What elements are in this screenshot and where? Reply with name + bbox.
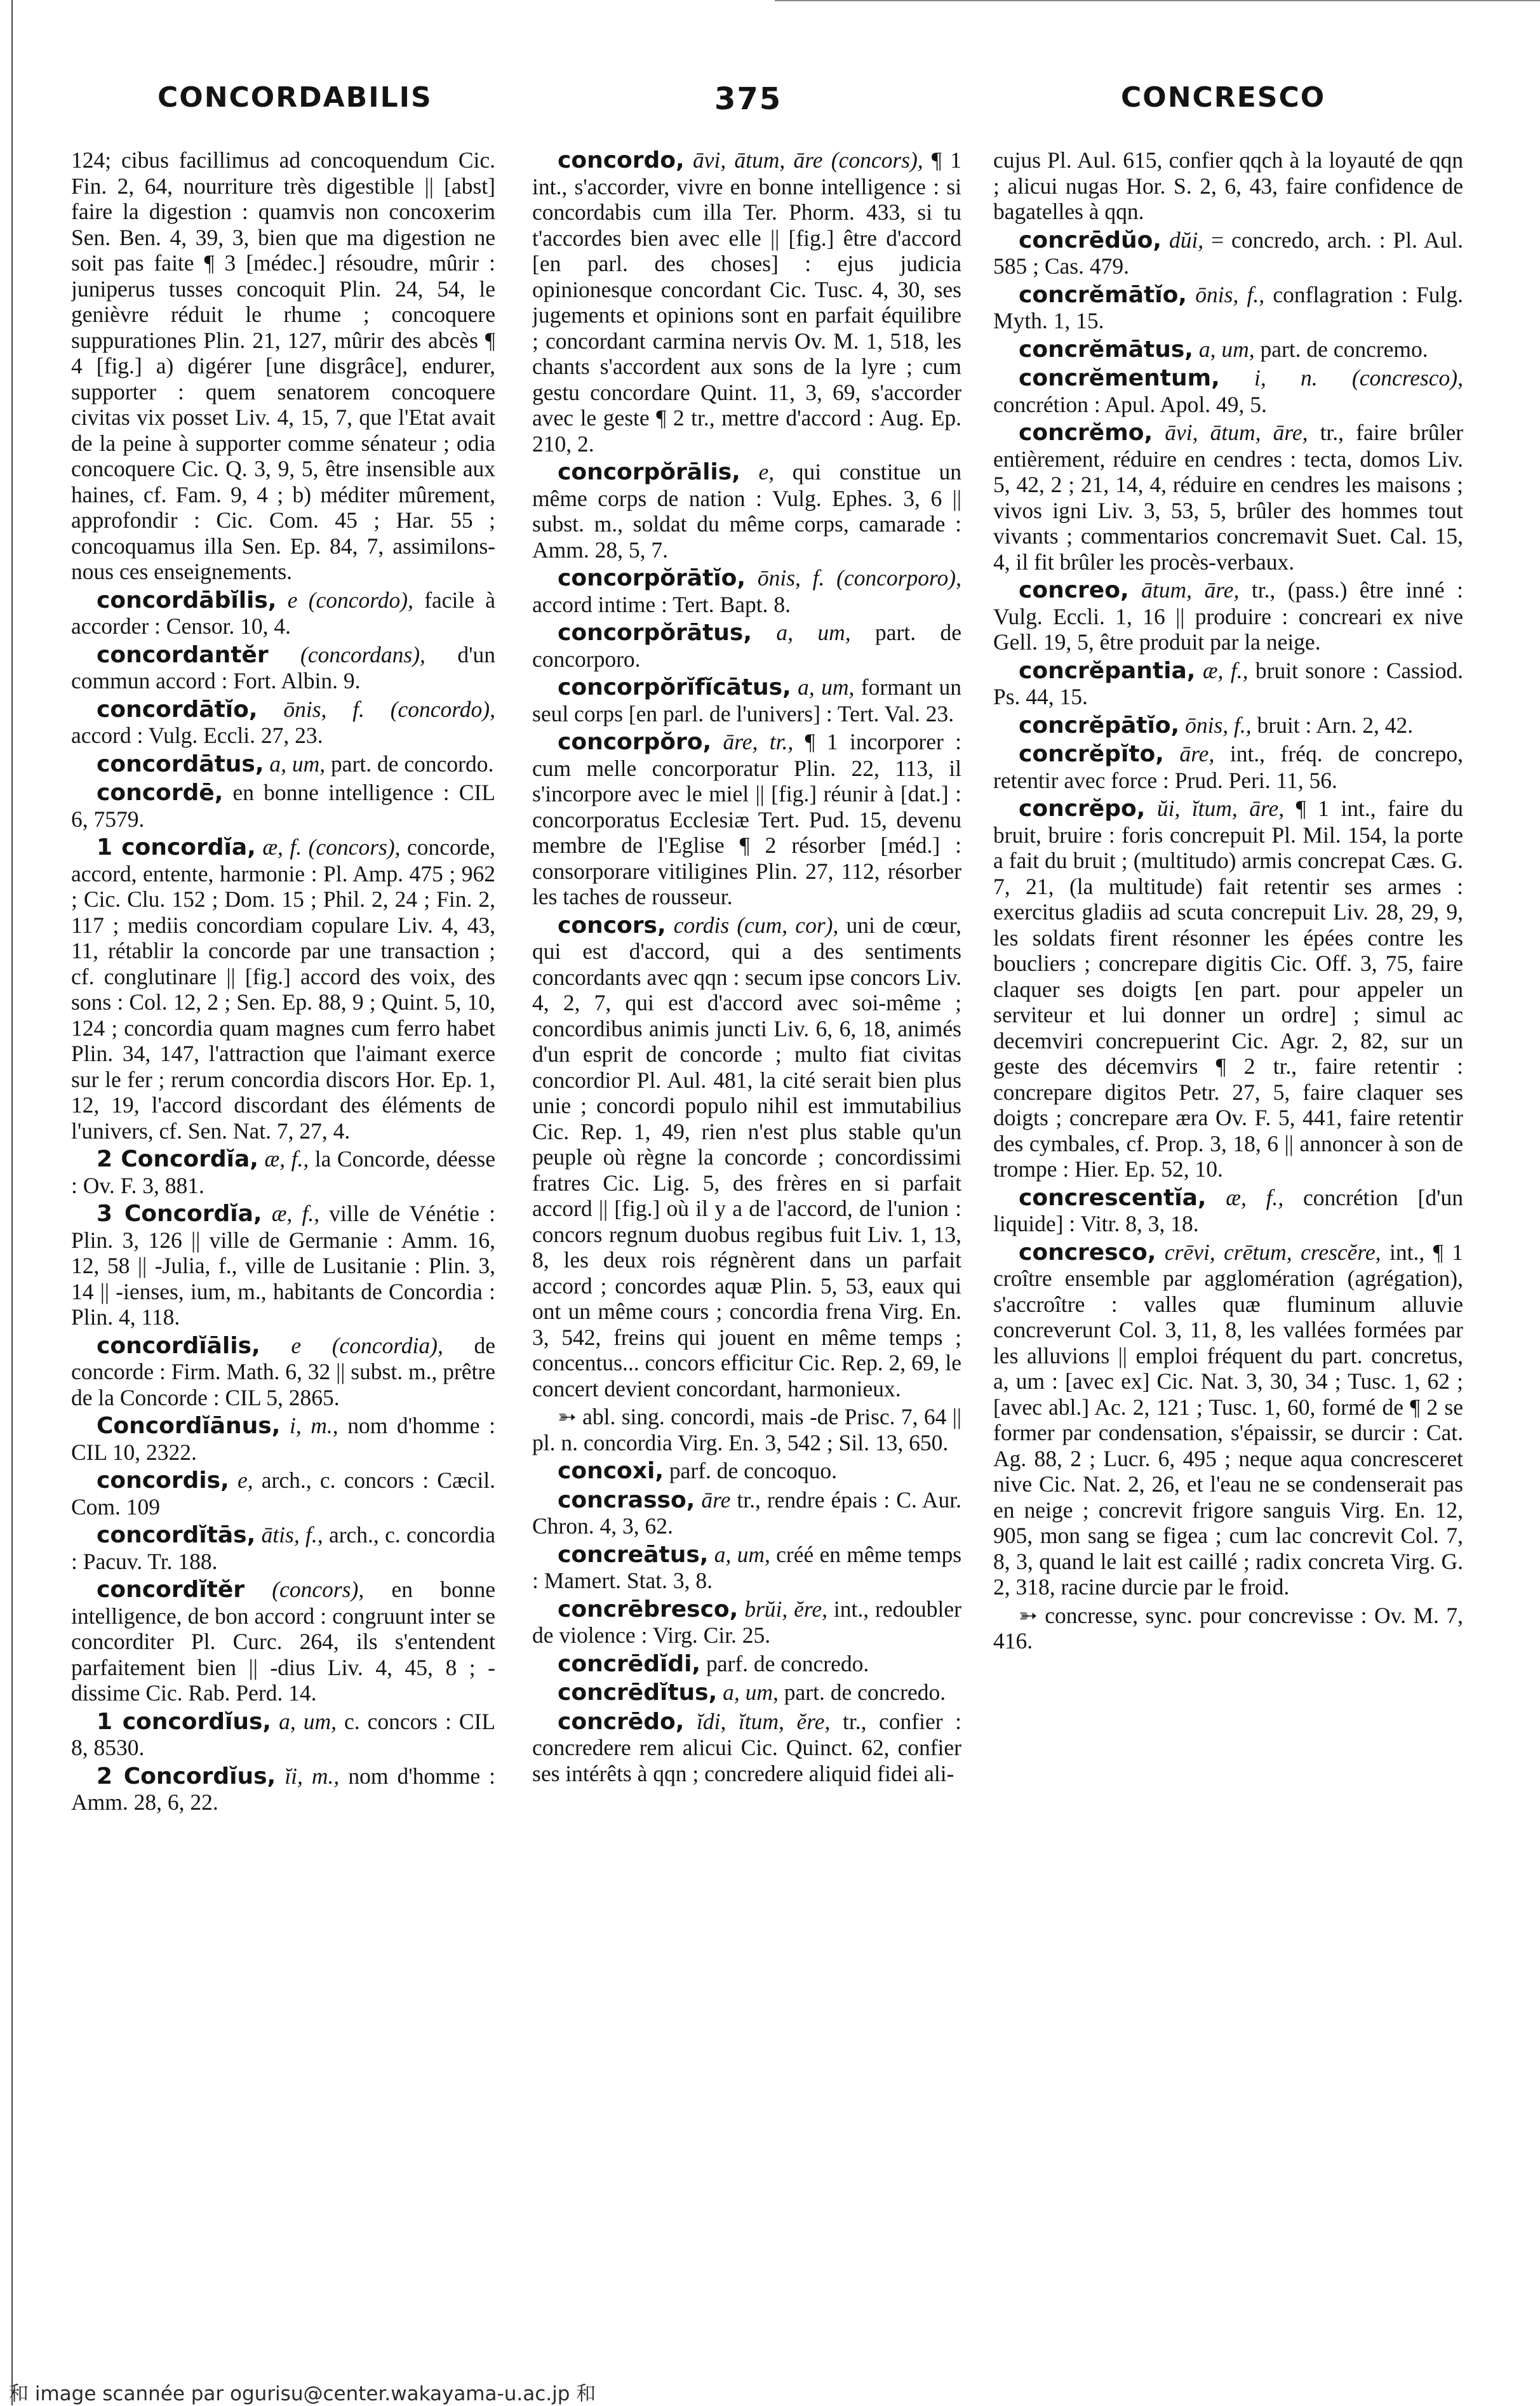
entry-grammar: ĭi, m., — [285, 1763, 340, 1789]
entry-definition: bruit : Arn. 2, 42. — [1257, 712, 1414, 738]
entry-definition: int., redoubler de violence : Virg. Cir. 25. — [532, 1596, 961, 1648]
entry-definition: = concredo, arch. : Pl. Aul. 585 ; Cas. 479. — [993, 227, 1463, 279]
dictionary-entry — [532, 1709, 961, 1787]
entry-grammar: dŭi, — [1168, 227, 1204, 253]
dictionary-entry — [993, 337, 1463, 363]
entry-headword: concorpŏrālis, — [558, 459, 740, 485]
entry-definition: ¶ 1 incorporer : cum melle concorporatur Plin. 22, 113, il s'incorpore avec le miel || [fig.] réunir à [dat.] : concorporatus Ecclesiæ Tert. Pud. 15, devenu membre de l'Eglise ¶ 2 résorber [méd.] : consorporare vitiligines Plin. 27, 112, résorber les taches de rousseur. — [532, 729, 961, 909]
entry-headword: concrĕpantia, — [1019, 657, 1196, 684]
dictionary-entry — [71, 1201, 495, 1330]
entry-grammar: ātis, f., — [261, 1522, 323, 1547]
dictionary-entry — [532, 729, 961, 910]
entry-grammar: āvi, ātum, āre (concors), — [692, 147, 923, 173]
entry-headword: concrēdo, — [558, 1708, 685, 1735]
dictionary-entry — [532, 1458, 961, 1485]
entry-headword: concrĕmentum, — [1019, 365, 1220, 391]
entry-definition: parf. de concredo. — [706, 1650, 869, 1676]
entry-grammar: e, — [758, 459, 775, 485]
entry-grammar: æ, f. (concors), — [262, 834, 401, 860]
entry-grammar: ōnis, f. (concorporo), — [757, 565, 961, 591]
entry-headword: concordĭtĕr — [97, 1577, 245, 1603]
entry-headword: concorpŏrātĭo, — [558, 565, 746, 591]
dictionary-entry — [71, 1709, 495, 1761]
entry-grammar: a, um, — [269, 751, 326, 777]
entry-grammar: a, um, — [776, 620, 851, 645]
entry-definition: conflagration : Fulg. Myth. 1, 15. — [993, 281, 1463, 333]
dictionary-entry — [532, 1651, 961, 1678]
entry-grammar: ātum, āre, — [1141, 577, 1240, 603]
entry-definition: ville de Vénétie : Plin. 3, 126 || ville de Germanie : Amm. 16, 12, 58 || -Julia, f., ville de Lusitanie : Plin. 3, 14 || -ienses, ium, m., habitants de Concordia : Plin. 4, 118. — [71, 1201, 495, 1330]
entry-definition: créé en même temps : Mamert. Stat. 3, 8. — [532, 1541, 961, 1593]
entry-grammar: a, um, — [279, 1708, 337, 1734]
dictionary-entry — [993, 420, 1463, 575]
entry-grammar: e (concordia), — [291, 1332, 443, 1358]
dictionary-entry — [993, 712, 1463, 739]
entry-definition: cujus Pl. Aul. 615, confier qqch à la loyauté de qqn ; alicui nugas Hor. S. 2, 6, 43, faire confidence de bagatelles à qqn. — [993, 147, 1463, 224]
dictionary-entry — [993, 577, 1463, 655]
entry-headword: concrescentĭa, — [1019, 1184, 1207, 1211]
entry-grammar: i, m., — [289, 1413, 338, 1438]
entry-headword: concordātus, — [97, 751, 264, 777]
entry-headword: concordē, — [97, 780, 224, 806]
column-2 — [532, 147, 961, 2351]
entry-definition: nom d'homme : Amm. 28, 6, 22. — [71, 1763, 495, 1815]
dictionary-entry — [71, 587, 495, 639]
entry-headword: 1 concordĭus, — [97, 1708, 272, 1735]
entry-headword: concrĕpĭto, — [1019, 741, 1164, 767]
page-edge-line — [11, 0, 13, 2405]
entry-definition: 124; cibus facillimus ad concoquendum Cic. Fin. 2, 64, nourriture très digestible || [abst] faire la digestion : quamvis non concoxerim Sen. Ben. 4, 39, 3, bien que ma digestion ne soit pas faite ¶ 3 [médec.] résoudre, mûrir : juniperus tusses concoquit Plin. 24, 54, le genièvre réduit le rhume ; concoquere suppurationes Plin. 21, 127, mûrir des abcès ¶ 4 [fig.] a) digérer [une disgrâce], endurer, supporter : quem senatorem concoquere civitas vix posset Liv. 4, 15, 7, que l'Etat avait de la peine à supporter comme sénateur ; odia concoquere Cic. Q. 3, 9, 5, être insensible aux haines, cf. Fam. 9, 4 ; b) méditer mûrement, approfondir : Cic. Com. 45 ; Har. 55 ; concoquamus illa Sen. Ep. 84, 7, assimilons-nous ces enseignements. — [71, 147, 495, 584]
entry-definition: tr., confier : concredere rem alicui Cic. Quinct. 62, confier ses intérêts à qqn ; concredere aliquid fidei ali- — [532, 1708, 961, 1786]
entry-grammar: æ, f., — [1226, 1184, 1284, 1210]
entry-grammar: i, n. (concresco), — [1254, 365, 1463, 391]
entry-grammar: æ, f., — [264, 1146, 309, 1172]
entry-grammar: ōnis, f., — [1185, 712, 1252, 738]
entry-definition: int., fréq. de concrepo, retentir avec force : Prud. Peri. 11, 56. — [993, 741, 1463, 793]
entry-definition: la Concorde, déesse : Ov. F. 3, 881. — [71, 1146, 495, 1198]
dictionary-entry — [71, 834, 495, 1144]
entry-definition: parf. de concoquo. — [669, 1458, 838, 1483]
entry-headword: concordātĭo, — [97, 696, 258, 723]
dictionary-entry — [532, 565, 961, 617]
entry-definition: de concorde : Firm. Math. 6, 32 || subst. m., prêtre de la Concorde : CIL 5, 2865. — [71, 1332, 495, 1410]
entry-definition: concorde, accord, entente, harmonie : Pl. Amp. 475 ; 962 ; Cic. Clu. 152 ; Dom. 15 ; Phil. 2, 24 ; Fin. 2, 117 ; mediis concordiam copulare Liv. 4, 43, 11, rétablir la concorde par une transaction ; cf. conglutinare || [fig.] accord des voix, des sons : Col. 12, 2 ; Sen. Ep. 88, 9 ; Quint. 5, 10, 124 ; concordia quam magnes cum ferro habet Plin. 34, 147, l'attraction que l'aimant exerce sur le fer ; rerum concordia discors Hor. Ep. 1, 12, 19, l'accord discordant des éléments de l'univers, cf. Sen. Nat. 7, 27, 4. — [71, 834, 495, 1144]
entry-definition: tr., rendre épais : C. Aur. Chron. 4, 3, 62. — [532, 1487, 961, 1539]
entry-headword: 3 Concordĭa, — [97, 1201, 262, 1227]
scan-top-line — [775, 0, 1540, 1]
entry-headword: concrĕmātus, — [1019, 336, 1193, 363]
entry-grammar: ōnis, f., — [1195, 281, 1265, 307]
entry-definition: part. de concordo. — [331, 751, 494, 777]
entry-definition: bruit sonore : Cassiod. Ps. 44, 15. — [993, 657, 1463, 709]
entry-headword: 2 Concordĭus, — [97, 1763, 276, 1789]
running-head-right: CONCRESCO — [1121, 81, 1326, 114]
entry-headword: concordābĭlis, — [97, 587, 277, 613]
entry-headword: concors, — [558, 912, 666, 939]
entry-headword: concorpŏrātus, — [558, 620, 753, 646]
entry-headword: concrēdŭo, — [1019, 227, 1162, 253]
entry-definition: part. de concorporo. — [532, 620, 961, 672]
entry-grammar: crēvi, crētum, crescĕre, — [1164, 1239, 1381, 1265]
entry-definition: arch., c. concordia : Pacuv. Tr. 188. — [71, 1522, 495, 1574]
entry-grammar: (concors), — [272, 1577, 365, 1602]
entry-definition: concrétion : Apul. Apol. 49, 5. — [993, 391, 1267, 417]
entry-grammar: æ, f., — [271, 1201, 320, 1226]
entry-definition: concrétion [d'un liquide] : Vitr. 8, 3, 18. — [993, 1184, 1463, 1236]
entry-definition: tr., (pass.) être inné : Vulg. Eccli. 1, 16 || produire : concreari ex nive Gell. 19, 5, être produit par la neige. — [993, 577, 1463, 655]
scan-credit-footer: 和 image scannée par ogurisu@center.wakayama-u.ac.jp 和 — [9, 2383, 596, 2405]
entry-headword: concrēdĭdi, — [558, 1650, 701, 1677]
entry-headword: concordis, — [97, 1467, 229, 1494]
dictionary-entry — [993, 282, 1463, 334]
dictionary-entry — [532, 1596, 961, 1648]
dictionary-entry — [993, 147, 1463, 225]
column-3 — [993, 147, 1463, 2351]
entry-definition: ➳ abl. sing. concordi, mais -de Prisc. 7, 64 || pl. n. concordia Virg. En. 3, 542 ; Sil. 13, 650. — [532, 1404, 961, 1455]
dictionary-entry — [993, 365, 1463, 417]
entry-definition: int., ¶ 1 croître ensemble par agglomération (agrégation), s'accroître : valles quæ fluminum alluvie concreverunt Col. 3, 11, 8, les vallées formées par les alluvions || emploi fréquent du part. concretus, a, um : [avec ex] Cic. Nat. 3, 30, 34 ; Tusc. 1, 62 ; [avec abl.] Ac. 2, 121 ; Tusc. 1, 60, formé de ¶ 2 se former par condensation, s'épaissir, se durcir : Cat. Ag. 88, 2 ; Lucr. 6, 495 ; neque aqua concresceret nive Cic. Nat. 2, 26, et l'eau ne se condenserait pas en neige ; concrevit frigore sanguis Virg. En. 12, 905, mon sang se figea ; cum lac concrevit Col. 7, 8, 3, quand le lait est caillé ; radix concreta Virg. G. 2, 318, racine durcie par le froid. — [993, 1239, 1463, 1600]
entry-headword: concorpŏrĭfĭcātus, — [558, 674, 791, 700]
entry-grammar: brŭi, ĕre, — [744, 1596, 828, 1622]
entry-headword: concrĕmātĭo, — [1019, 281, 1187, 308]
entry-headword: concordo, — [558, 147, 685, 173]
dictionary-entry — [71, 1333, 495, 1411]
entry-definition: arch., c. concors : Cæcil. Com. 109 — [71, 1467, 495, 1520]
entry-definition: c. concors : CIL 8, 8530. — [71, 1708, 495, 1760]
entry-headword: concrēdĭtus, — [558, 1680, 718, 1706]
dictionary-entry — [71, 1467, 495, 1520]
dictionary-entry — [532, 147, 961, 457]
entry-definition: qui constitue un même corps de nation : Vulg. Ephes. 3, 6 || subst. m., soldat du même corps, camarade : Amm. 28, 5, 7. — [532, 459, 961, 563]
entry-headword: concreo, — [1019, 577, 1129, 603]
dictionary-entry — [71, 147, 495, 585]
entry-definition: en bonne intelligence, de bon accord : congruunt inter se concorditer Pl. Curc. 264, ils s'entendent parfaitement bien || -dius Liv. 4, 45, 8 ; -dissime Cic. Rab. Perd. 14. — [71, 1577, 495, 1706]
entry-headword: concorpŏro, — [558, 729, 712, 755]
entry-definition: uni de cœur, qui est d'accord, qui a des sentiments concordants avec qqn : secum ipse concors Liv. 4, 2, 7, qui est d'accord avec soi-même ; concordibus animis juncti Liv. 6, 6, 18, animés d'un esprit de concorde ; multo fiat civitas concordior Pl. Aul. 481, la cité serait bien plus unie ; concordi populo nihil est immutabilius Cic. Rep. 1, 49, rien n'est plus stable qu'un peuple où règne la concorde ; concordissimi fratres Cic. Lig. 5, des frères en si parfait accord || [fig.] où il y a de l'accord, de l'union : concors regnum duobus regibus fuit Liv. 1, 13, 8, les deux rois régnèrent dans un parfait accord ; concordes aquæ Plin. 5, 53, eaux qui ont un même cours ; concordia frena Virg. En. 3, 542, freins qui jouent en même temps ; concentus... concors efficitur Cic. Rep. 2, 69, le concert devient concordant, harmonieux. — [532, 912, 961, 1401]
dictionary-entry — [71, 1577, 495, 1706]
entry-headword: 2 Concordĭa, — [97, 1146, 258, 1172]
dictionary-entry — [993, 1240, 1463, 1600]
entry-definition: ¶ 1 int., s'accorder, vivre en bonne intelligence : si concordabis cum illa Ter. Phorm. 433, si tu t'accordes bien avec elle || [fig.] être d'accord [en parl. des choses] : ejus judicia opinionesque concordant Cic. Tusc. 4, 30, ses jugements et opinions sont en parfait équilibre ; concordant carmina nervis Ov. M. 1, 518, les chants s'accordent aux sons de la lyre ; cum gestu concordare Quint. 11, 3, 69, s'accorder avec le geste ¶ 2 tr., mettre d'accord : Aug. Ep. 210, 2. — [532, 147, 961, 457]
entry-grammar: a, um, — [798, 674, 855, 700]
dictionary-entry — [71, 1522, 495, 1574]
entry-grammar: a, um, — [723, 1680, 779, 1705]
running-head-left: CONCORDABILIS — [157, 81, 432, 114]
dictionary-entry — [993, 227, 1463, 279]
entry-headword: concordantĕr — [97, 641, 269, 668]
entry-definition: en bonne intelligence : CIL 6, 7579. — [71, 780, 495, 832]
entry-grammar: cordis (cum, cor), — [673, 912, 839, 938]
entry-grammar: a, um, — [1198, 336, 1255, 362]
dictionary-entry — [71, 780, 495, 832]
entry-headword: concreātus, — [558, 1541, 709, 1568]
dictionary-entry — [532, 1404, 961, 1455]
dictionary-entry — [993, 741, 1463, 793]
entry-grammar: āre, tr., — [723, 729, 794, 754]
entry-grammar: āre — [701, 1487, 731, 1513]
entry-definition: ➳ concresse, sync. pour concrevisse : Ov. M. 7, 416. — [993, 1602, 1463, 1654]
dictionary-entry — [532, 912, 961, 1402]
dictionary-entry — [71, 642, 495, 694]
dictionary-entry — [71, 1763, 495, 1815]
entry-grammar: e (concordo), — [287, 587, 413, 613]
dictionary-entry — [532, 674, 961, 726]
column-1 — [71, 147, 495, 2351]
page-header — [0, 81, 1540, 132]
entry-headword: concordĭtās, — [97, 1522, 256, 1548]
dictionary-entry — [532, 1680, 961, 1706]
entry-grammar: (concordans), — [300, 641, 425, 667]
entry-definition: part. de concremo. — [1260, 336, 1428, 362]
entry-definition: facile à accorder : Censor. 10, 4. — [71, 587, 495, 639]
entry-headword: concordĭālis, — [97, 1332, 260, 1359]
dictionary-entry — [532, 1542, 961, 1594]
entry-grammar: ĭdi, ĭtum, ĕre, — [696, 1708, 831, 1734]
entry-grammar: e, — [237, 1467, 253, 1493]
dictionary-entry — [993, 796, 1463, 1182]
dictionary-entry — [993, 658, 1463, 710]
entry-headword: concrĕmo, — [1019, 420, 1153, 446]
entry-definition: formant un seul corps [en parl. de l'univers] : Tert. Val. 23. — [532, 674, 961, 726]
entry-grammar: ŭi, ĭtum, āre, — [1156, 796, 1285, 821]
entry-definition: d'un commun accord : Fort. Albin. 9. — [71, 641, 495, 693]
entry-grammar: āre, — [1179, 741, 1215, 766]
entry-definition: accord intime : Tert. Bapt. 8. — [532, 591, 791, 617]
entry-headword: concresco, — [1019, 1239, 1156, 1266]
dictionary-entry — [71, 751, 495, 778]
entry-definition: ¶ 1 int., faire du bruit, bruire : foris concrepuit Pl. Mil. 154, la porte a fait du bruit ; (multitudo) armis concrepat Cæs. G. 7, 21, (la multitude) fait retentir ses armes : exercitus gladiis ad scuta concrepuit Liv. 28, 29, 9, les soldats firent résonner les épées contre les boucliers ; concrepare digitis Cic. Off. 3, 75, faire claquer ses doigts [en part. pour appeler un serviteur et lui donner un ordre] ; simul ac decemviri concrepuerint Cic. Agr. 2, 82, sur un geste des décemvirs ¶ 2 tr., faire retentir : concrepare digitos Petr. 27, 5, faire claquer ses doigts ; concrepare æra Ov. F. 5, 441, faire retentir des cymbales, cf. Prop. 3, 18, 6 || annoncer à son de trompe : Hier. Ep. 52, 10. — [993, 796, 1463, 1182]
entry-grammar: a, um, — [714, 1541, 770, 1567]
entry-grammar: ōnis, f. (concordo), — [283, 696, 495, 722]
entry-grammar: āvi, ātum, āre, — [1165, 420, 1308, 445]
entry-headword: concrasso, — [558, 1487, 695, 1513]
entry-headword: concrĕpo, — [1019, 796, 1146, 822]
entry-definition: part. de concredo. — [784, 1680, 946, 1705]
dictionary-entry — [71, 1413, 495, 1465]
entry-definition: nom d'homme : CIL 10, 2322. — [71, 1413, 495, 1465]
dictionary-entry — [993, 1603, 1463, 1654]
dictionary-entry — [532, 459, 961, 563]
entry-grammar: æ, f., — [1202, 657, 1249, 683]
page-number: 375 — [714, 81, 782, 117]
dictionary-entry — [71, 1146, 495, 1198]
entry-headword: concoxi, — [558, 1458, 664, 1484]
dictionary-entry — [532, 1487, 961, 1539]
entry-definition: accord : Vulg. Eccli. 27, 23. — [71, 723, 323, 748]
dictionary-entry — [532, 620, 961, 672]
dictionary-entry — [993, 1185, 1463, 1237]
entry-headword: 1 concordĭa, — [97, 834, 256, 860]
entry-definition: tr., faire brûler entièrement, réduire en cendres : tecta, domos Liv. 5, 42, 2 ; 21, 14, 4, réduire en cendres les maisons ; vivos igni Liv. 3, 53, 5, brûler des hommes tout vivants ; commentarios concremavit Suet. Cal. 15, 4, il fit brûler les procès-verbaux. — [993, 420, 1463, 575]
entry-headword: concrēbresco, — [558, 1596, 739, 1622]
entry-headword: Concordĭānus, — [97, 1413, 281, 1439]
entry-headword: concrĕpātĭo, — [1019, 712, 1180, 739]
dictionary-entry — [71, 697, 495, 749]
